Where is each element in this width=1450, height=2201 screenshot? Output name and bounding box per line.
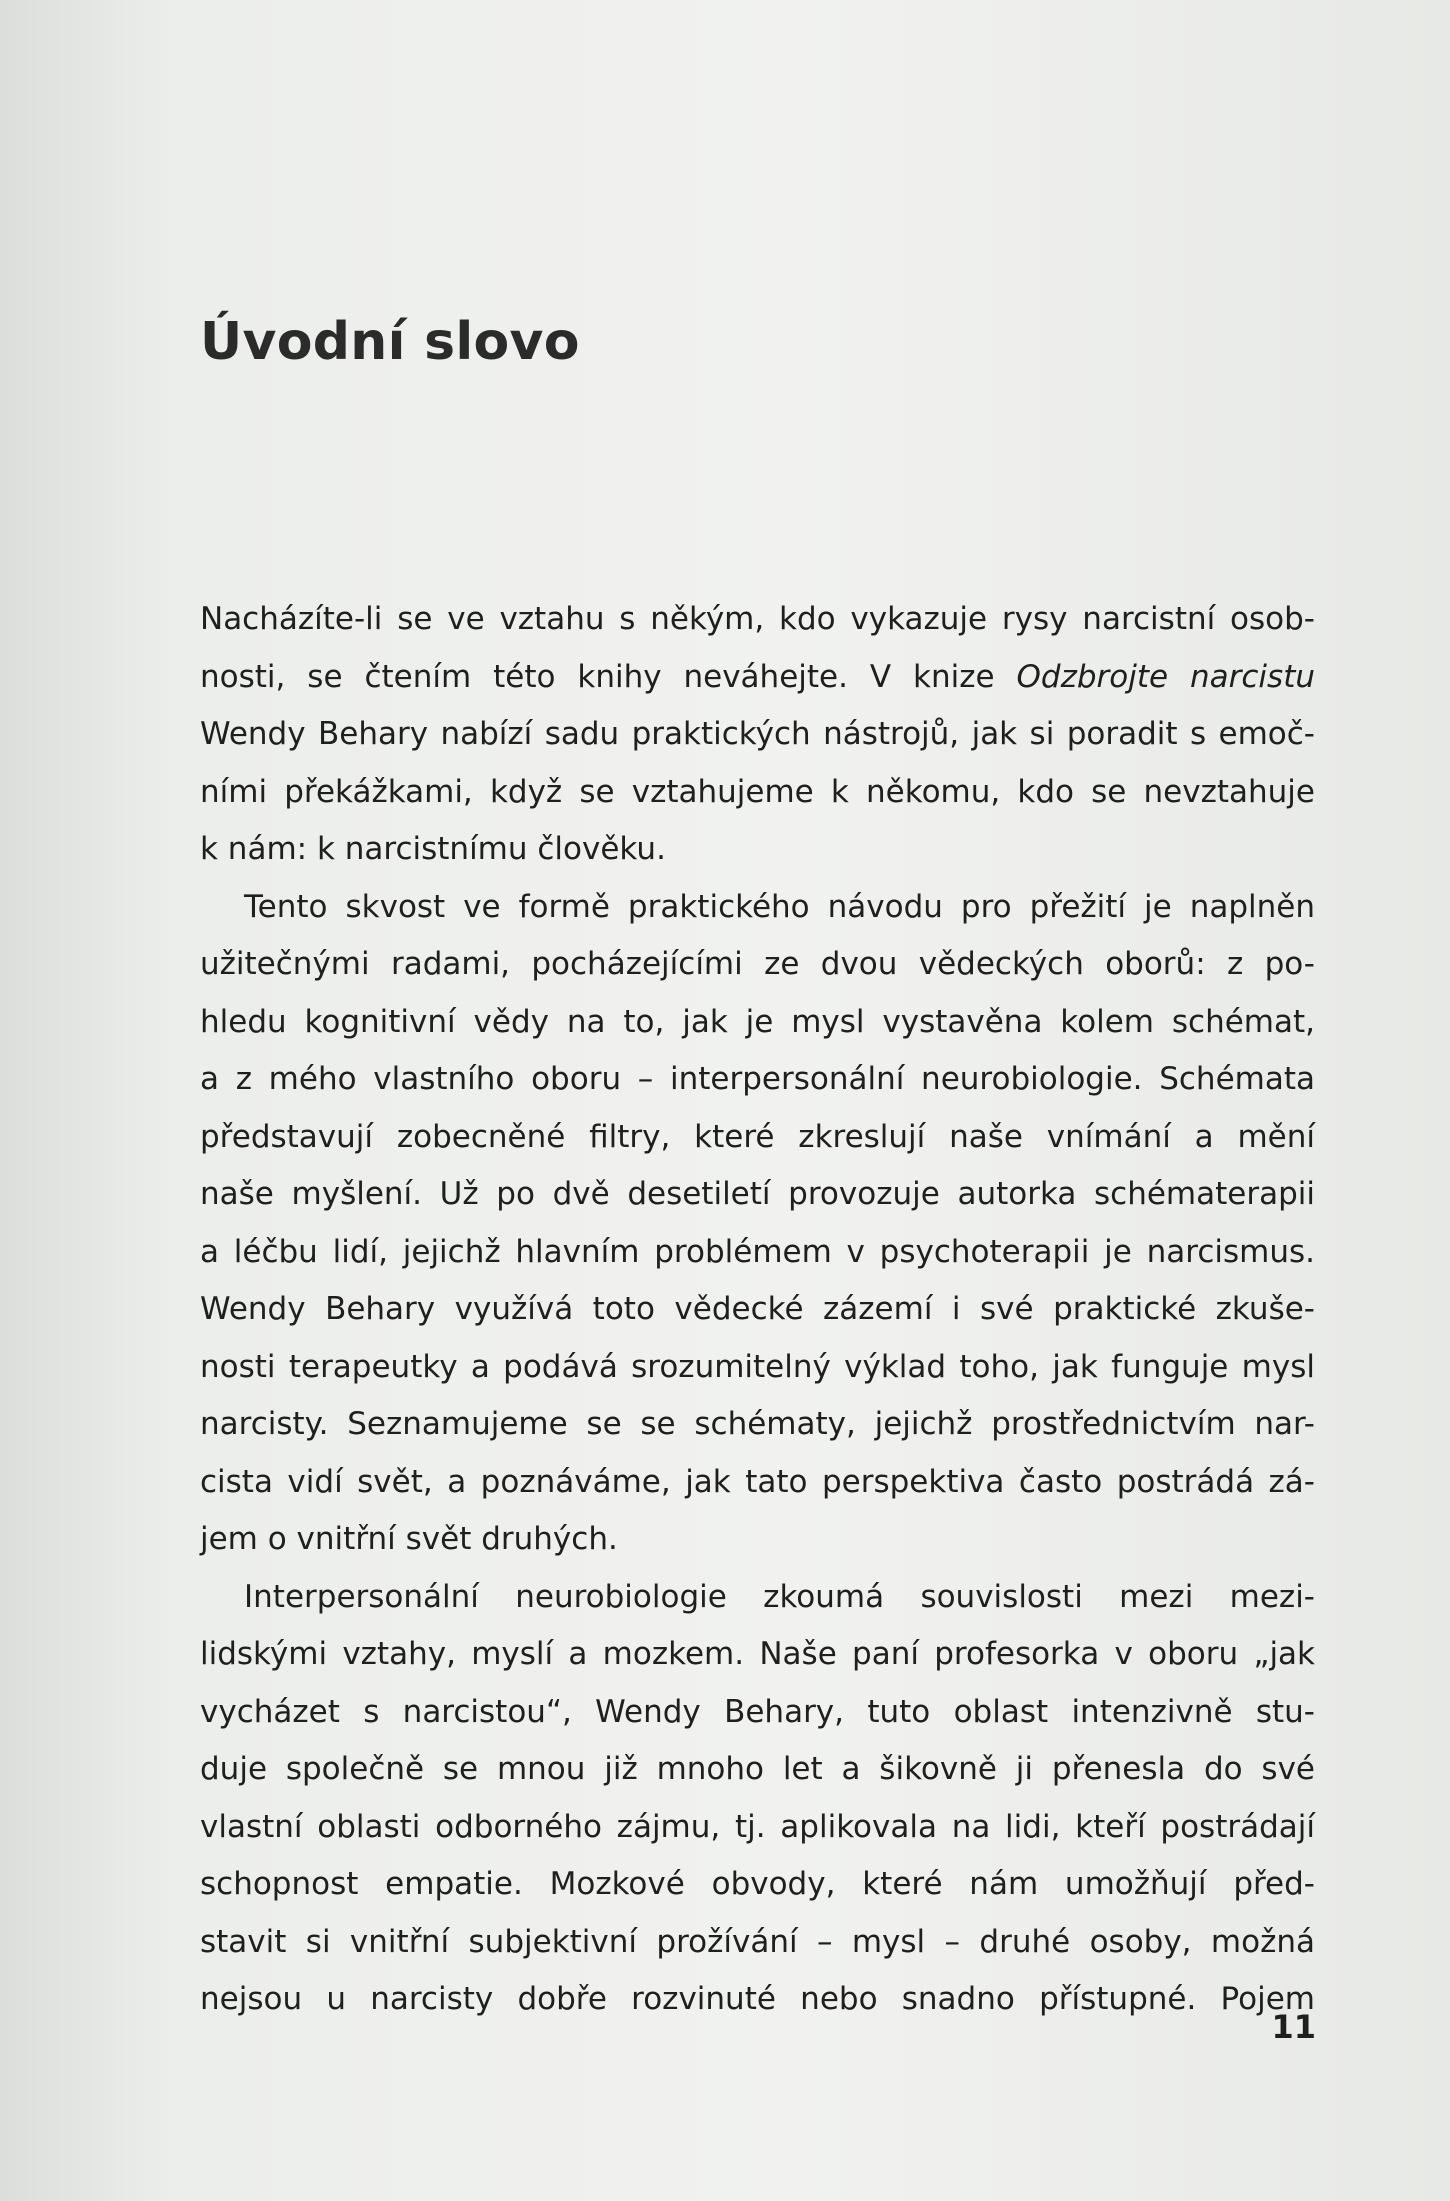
text-line: vycházet s narcistou“, Wendy Behary, tuto oblast intenzivně stu- — [200, 1693, 1315, 1730]
paragraph-2 — [200, 879, 1315, 1569]
text-line: užitečnými radami, pocházejícími ze dvou vědeckých oborů: z po- — [200, 946, 1315, 982]
chapter-heading: Úvodní slovo — [200, 312, 580, 372]
text-line: Tento skvost ve formě praktického návodu pro přežití je naplněn — [244, 888, 1315, 925]
text-line: vlastní oblasti odborného zájmu, tj. aplikovala na lidi, kteří postrádají — [200, 1808, 1315, 1845]
text-line: cista vidí svět, a poznáváme, jak tato perspektiva často postrádá zá- — [200, 1463, 1315, 1500]
text-line-part: nosti, se čtením této knihy neváhejte. V knize — [200, 658, 1017, 695]
text-line: duje společně se mnou již mnoho let a šikovně ji přenesla do své — [200, 1751, 1315, 1787]
text-line: ními překážkami, když se vztahujeme k někomu, kdo se nevztahuje — [200, 773, 1315, 810]
text-line — [200, 649, 1315, 707]
book-title: Odzbrojte narcistu — [1016, 658, 1315, 695]
paragraph-3 — [200, 1569, 1315, 2029]
text-line: a z mého vlastního oboru – interpersonální neurobiologie. Schémata — [200, 1061, 1315, 1097]
page-number: 11 — [1271, 2008, 1316, 2046]
text-line: naše myšlení. Už po dvě desetiletí provozuje autorka schématerapii — [200, 1176, 1315, 1212]
text-line: stavit si vnitřní subjektivní prožívání – mysl – druhé osoby, možná — [200, 1923, 1315, 1960]
text-line: jem o vnitřní svět druhých. — [200, 1521, 618, 1557]
text-line: Nacházíte-li se ve vztahu s někým, kdo vykazuje rysy narcistní osob- — [200, 601, 1315, 637]
text-line: nosti terapeutky a podává srozumitelný výklad toho, jak funguje mysl — [200, 1348, 1315, 1385]
text-line: lidskými vztahy, myslí a mozkem. Naše paní profesorka v oboru „jak — [200, 1636, 1315, 1672]
text-line: schopnost empatie. Mozkové obvody, které nám umožňují před- — [200, 1866, 1315, 1902]
body-text — [200, 591, 1315, 2029]
text-line: Interpersonální neurobiologie zkoumá souvislosti mezi mezi- — [244, 1578, 1315, 1615]
text-line: Wendy Behary nabízí sadu praktických nástrojů, jak si poradit s emoč- — [200, 716, 1315, 752]
paragraph-1 — [200, 591, 1315, 879]
text-line: hledu kognitivní vědy na to, jak je mysl vystavěna kolem schémat, — [200, 1003, 1315, 1040]
text-line: k nám: k narcistnímu člověku. — [200, 831, 666, 867]
text-line: Wendy Behary využívá toto vědecké zázemí i své praktické zkuše- — [200, 1291, 1315, 1327]
text-line: představují zobecněné filtry, které zkreslují naše vnímání a mění — [200, 1118, 1315, 1155]
text-line: narcisty. Seznamujeme se se schématy, jejichž prostřednictvím nar- — [200, 1406, 1315, 1442]
text-line: nejsou u narcisty dobře rozvinuté nebo snadno přístupné. Pojem — [200, 1981, 1315, 2017]
text-line: a léčbu lidí, jejichž hlavním problémem v psychoterapii je narcismus. — [200, 1233, 1315, 1270]
